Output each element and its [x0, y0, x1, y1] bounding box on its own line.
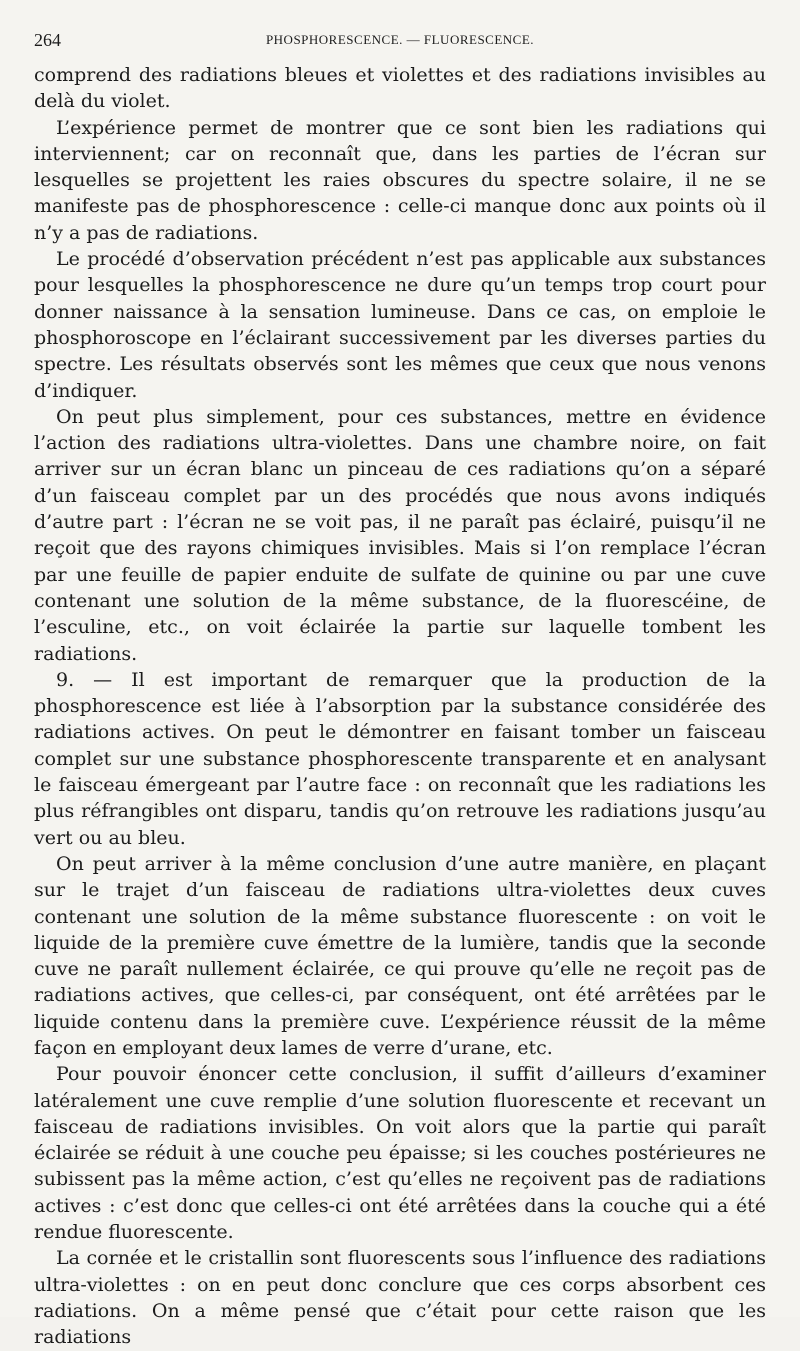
paragraph: L’expérience permet de montrer que ce sont bien les radiations qui interviennent; car on reconnaît que, dans les parties de l’écran sur lesquelles se projettent les raies obscures du spectre solaire, il ne se manifeste pas de phosphorescence : celle-ci manque donc aux points où il n’y a pas de radiations. — [34, 116, 766, 244]
body-text — [34, 62, 766, 1351]
paragraph: Le procédé d’observation précédent n’est pas applicable aux substances pour lesquelles la phosphorescence ne dure qu’un temps trop court pour donner naissance à la sensation lumineuse. Dans ce cas, on emploie le phosphoroscope en l’éclairant successivement par les diverses parties du spectre. Les résultats observés sont les mêmes que ceux que nous venons d’indiquer. — [34, 248, 766, 402]
paragraph: comprend des radiations bleues et violettes et des radiations invisibles au delà du violet. — [34, 64, 766, 113]
page-number: 264 — [34, 30, 61, 50]
running-title: PHOSPHORESCENCE. — FLUORESCENCE. — [265, 32, 535, 47]
paragraph: Pour pouvoir énoncer cette conclusion, il suffit d’ailleurs d’examiner latéralement une cuve remplie d’une solution fluorescente et recevant un faisceau de radiations invisibles. On voit alors que la partie qui paraît éclairée se réduit à une couche peu épaisse; si les couches postérieures ne subissent pas la même action, c’est qu’elles ne reçoivent pas de radiations actives : c’est donc que celles-ci ont été arrêtées dans la couche qui a été rendue fluorescente. — [34, 1063, 766, 1244]
paragraph: On peut plus simplement, pour ces substances, mettre en évidence l’action des radiations ultra-violettes. Dans une chambre noire, on fait arriver sur un écran blanc un pinceau de ces radiations qu’on a séparé d’un faisceau complet par un des procédés que nous avons indiqués d’autre part : l’écran ne se voit pas, il ne paraît pas éclairé, puisqu’il ne reçoit que des rayons chimiques invisibles. Mais si l’on remplace l’écran par une feuille de papier enduite de sulfate de quinine ou par une cuve contenant une solution de la même substance, de la fluorescéine, de l’esculine, etc., on voit éclairée la partie sur laquelle tombent les radiations. — [34, 405, 766, 665]
paragraph: On peut arriver à la même conclusion d’une autre manière, en plaçant sur le trajet d’un faisceau de radiations ultra-violettes deux cuves contenant une solution de la même substance fluorescente : on voit le liquide de la première cuve émettre de la lumière, tandis que la seconde cuve ne paraît nullement éclairée, ce qui prouve qu’elle ne reçoit pas de radiations actives, que celles-ci, par conséquent, ont été arrêtées par le liquide contenu dans la première cuve. L’expérience réussit de la même façon en employant deux lames de verre d’urane, etc. — [34, 852, 766, 1059]
paragraph: 9. — Il est important de remarquer que la production de la phosphorescence est liée à l’absorption par la substance considérée des radiations actives. On peut le démontrer en faisant tomber un faisceau complet sur une substance phosphorescente transparente et en analysant le faisceau émergeant par l’autre face : on reconnaît que les radiations les plus réfrangibles ont disparu, tandis qu’on retrouve les radiations jusqu’au vert ou au bleu. — [34, 668, 766, 849]
paragraph: La cornée et le cristallin sont fluorescents sous l’influence des radiations ultra-violettes : on en peut donc conclure que ces corps absorbent ces radiations. On a même pensé que c’était pour cette raison que les radiations — [34, 1247, 766, 1349]
page-header — [34, 30, 766, 54]
